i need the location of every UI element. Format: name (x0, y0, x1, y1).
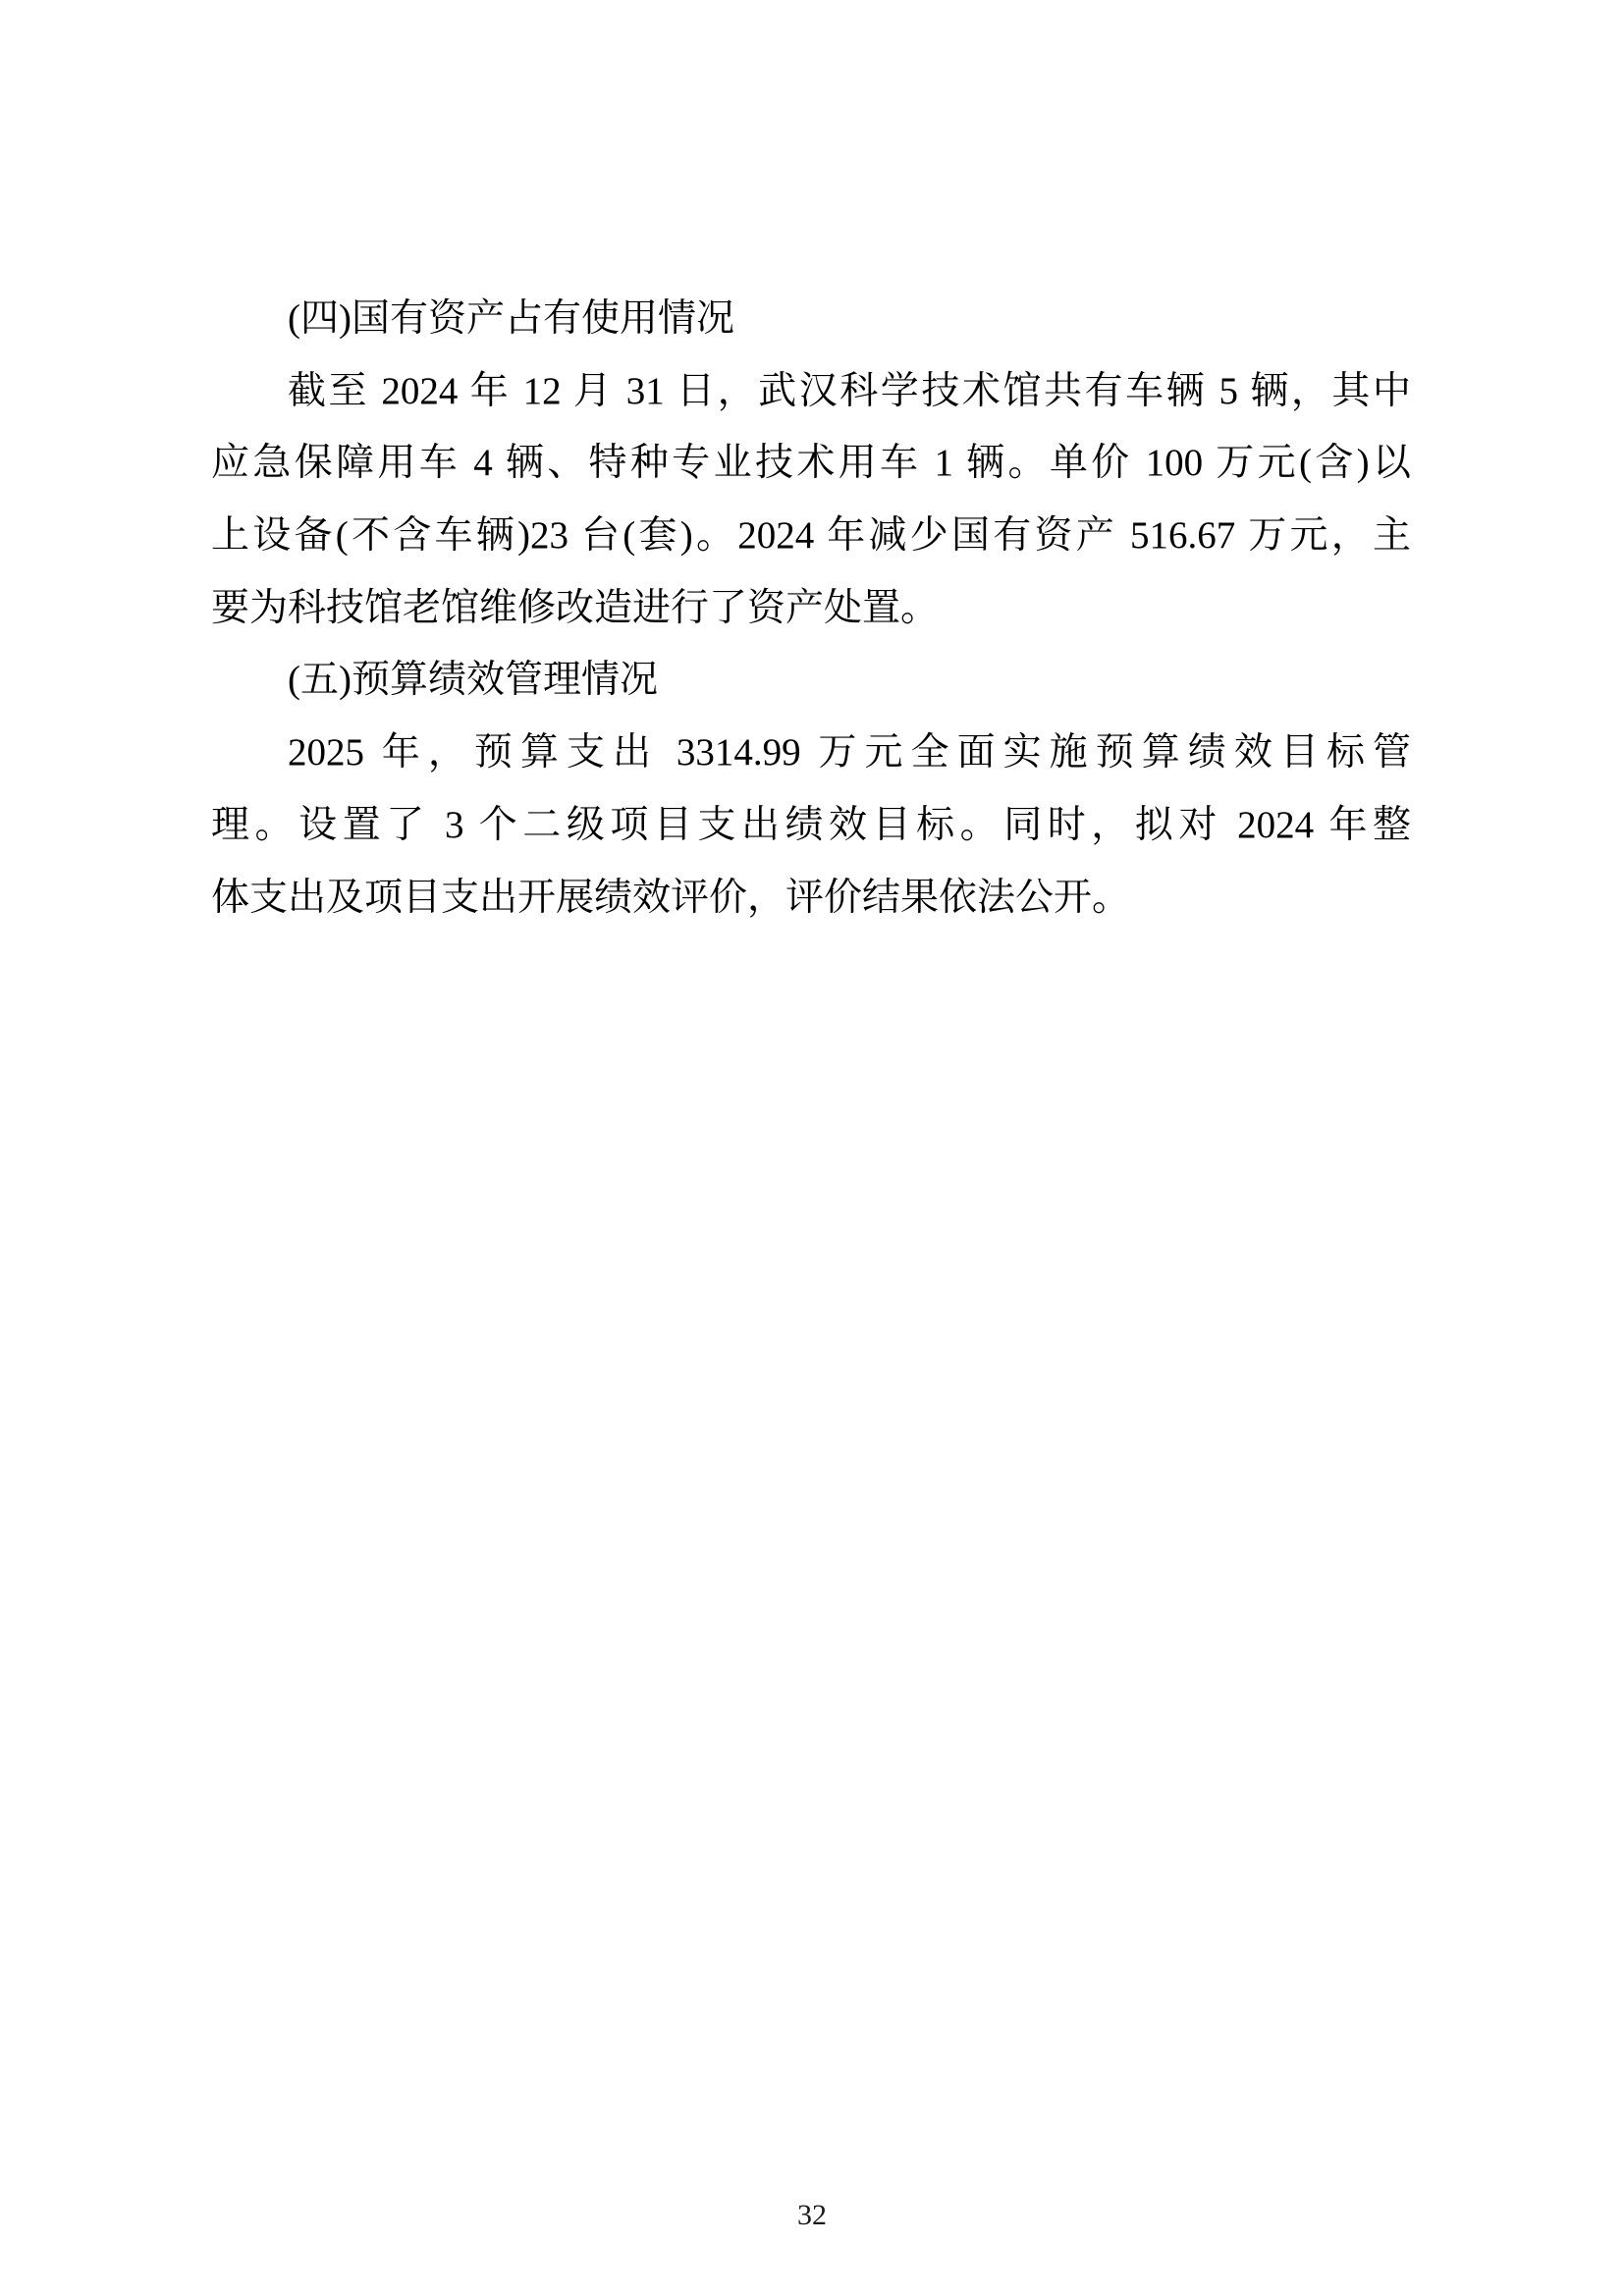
paragraph-line: 体支出及项目支出开展绩效评价，评价结果依法公开。 (211, 876, 1131, 919)
paragraph-line: 要为科技馆老馆维修改造进行了资产处置。 (211, 586, 940, 629)
page-number: 32 (797, 2199, 827, 2231)
paragraph-line: 上设备(不含车辆)23 台(套)。2024 年减少国有资产 516.67 万元，主 (211, 514, 1411, 558)
paragraph-line: 应急保障用车 4 辆、特种专业技术用车 1 辆。单价 100 万元(含)以 (211, 442, 1411, 485)
paragraph-line: 2025 年，预算支出 3314.99 万元全面实施预算绩效目标管 (288, 731, 1411, 774)
section-heading-v: (五)预算绩效管理情况 (288, 659, 658, 702)
paragraph-line: 理。设置了 3 个二级项目支出绩效目标。同时，拟对 2024 年整 (211, 803, 1411, 846)
section-heading-iv: (四)国有资产占有使用情况 (288, 297, 734, 340)
document-body (211, 283, 1411, 934)
paragraph-line: 截至 2024 年 12 月 31 日，武汉科学技术馆共有车辆 5 辆，其中 (288, 369, 1411, 412)
